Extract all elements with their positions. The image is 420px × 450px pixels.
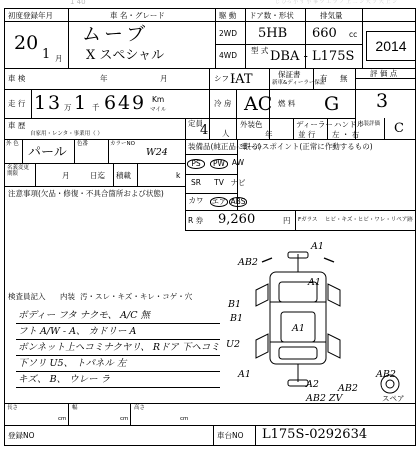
warranty-no: 無 xyxy=(340,74,348,83)
color-no-label: 色番 xyxy=(77,141,89,147)
equip-sr: SR xyxy=(191,178,201,187)
loaded-label: 積載 xyxy=(116,171,131,180)
first-reg-label: 初度登録年月 xyxy=(8,11,53,20)
equip-airbag: エア xyxy=(211,197,227,206)
model-code-value: DBA - L175S xyxy=(270,49,355,64)
equipment-label: 装備品(純正品に限る) xyxy=(188,142,262,151)
equip-abs: ABS xyxy=(230,197,246,206)
reg-year-value: 20 xyxy=(14,32,39,54)
ext-color-year-label: 外装色 xyxy=(240,120,263,129)
equip-pw: PW xyxy=(210,159,228,169)
mark-left-3: U2 xyxy=(226,339,241,350)
mileage-sen-unit: 千 xyxy=(92,103,100,112)
interior-eval-label: 内装評価 xyxy=(358,121,381,127)
ext-color-value: パール xyxy=(28,145,67,160)
notes-label: 注意事項(欠品・修復・不具合箇所および状態) xyxy=(8,189,164,198)
mark-top-left: AB2 xyxy=(238,257,258,268)
mark-roof: A1 xyxy=(308,277,321,288)
dealer-label: ディーラー xyxy=(296,120,333,129)
title-change-label: 名義変更期限 xyxy=(7,165,30,177)
grade-value: X スペシャル xyxy=(86,48,165,63)
r-tax-amount: 9,260 xyxy=(218,212,256,227)
car-name-label: 車 名・グレード xyxy=(110,11,165,20)
mileage-man-unit: 万 xyxy=(64,103,72,112)
eval-score-value: 3 xyxy=(376,90,389,112)
equip-leather: カワ xyxy=(188,196,204,205)
r-tax-yen: 円 xyxy=(283,216,291,225)
ext-year-unit: 年 xyxy=(265,130,273,139)
cc-unit: cc xyxy=(349,30,358,39)
aircon-label: 冷 房 xyxy=(214,99,232,108)
aircon-value: AC xyxy=(244,93,273,115)
history-label: 車 歴 xyxy=(8,121,26,130)
title-day-label: 日迄 xyxy=(90,171,105,180)
displacement-label: 排気量 xyxy=(320,11,343,20)
interior-label: 内装 xyxy=(60,292,75,301)
equip-ps: PS xyxy=(187,159,205,169)
mark-top: A1 xyxy=(311,241,324,252)
capacity-unit: 人 xyxy=(222,129,230,138)
height-unit: cm xyxy=(180,416,189,422)
mark-left-4: A1 xyxy=(238,369,251,380)
interior-scale: 汚・スレ・キズ・キレ・コゲ・穴 xyxy=(80,292,193,301)
chassis-no-value: L175S-0292634 xyxy=(262,427,368,442)
f-glass-label: Fガラス xyxy=(298,217,318,223)
length-label: 長さ xyxy=(7,405,19,411)
capacity-value: 4 xyxy=(200,123,209,138)
length-unit: cm xyxy=(58,416,67,422)
inspection-year-label: 年 xyxy=(100,74,108,83)
displacement-value: 660 xyxy=(312,26,337,41)
model-year-box: 2014 xyxy=(366,31,416,61)
width-unit: cm xyxy=(120,416,129,422)
mark-left-1: B1 xyxy=(228,299,242,310)
mileage-digit-1: 1 xyxy=(34,92,47,114)
mileage-km-unit: Km xyxy=(152,95,165,104)
reg-month-suffix: 月 xyxy=(55,54,63,63)
domestic-import-label: 並 行 xyxy=(298,130,316,139)
faded-header: 1 40 xyxy=(70,0,86,6)
sales-points-label: セールスポイント(正常に作動するもの) xyxy=(240,142,373,151)
interior-score-value: C xyxy=(394,121,404,136)
mark-under: AB2 ZV xyxy=(306,393,343,404)
ext-color-label: 外 色 xyxy=(6,141,19,147)
inspector-label: 検査員記入 xyxy=(8,292,46,301)
mileage-label: 走 行 xyxy=(8,99,26,108)
chassis-no-label: 車台NO xyxy=(217,431,244,440)
equip-tv: TV xyxy=(214,178,224,187)
color-no2-label: カラーNO xyxy=(110,141,135,147)
history-sub-label: 自家用・レンタ・事業用（ ） xyxy=(30,131,103,137)
fuel-label: 燃 料 xyxy=(278,99,296,108)
eval-points-label: 評 価 点 xyxy=(370,69,398,78)
width-label: 幅 xyxy=(72,405,78,411)
mileage-digit-4: 6 xyxy=(104,92,117,114)
car-name-value: ムーブ xyxy=(82,23,150,45)
glass-scale: ヒビ・キズ・ヒビ・ワレ・リペア跡 xyxy=(325,217,413,223)
doors-shape-value: 5HB xyxy=(258,26,288,41)
color-code-value: W24 xyxy=(146,147,168,158)
note-line-2: フト A/W - A、 カドリー A xyxy=(18,326,137,337)
mark-rear: AB2 xyxy=(338,383,358,394)
shift-label: シフト xyxy=(214,74,237,83)
vehicle-inspection-label: 車 検 xyxy=(8,74,26,83)
note-line-3: ボンネット上ヘコミナクヤリ、 Rドア 下ヘコミ xyxy=(18,342,220,353)
warranty-sub-label: 新車&ディーラー保証 xyxy=(272,80,326,86)
mark-left-2: B1 xyxy=(230,313,244,324)
warranty-label: 保証書 xyxy=(278,70,301,79)
handle-label: ハンドル xyxy=(334,120,364,129)
drive-label: 駆 動 xyxy=(219,11,237,20)
mileage-digit-2: 3 xyxy=(48,92,61,114)
faded-header-right: じ ひろ 小 す 小 事 ツ 工 ツ ノ 上 二 ン 大 ソ 大 上 ン xyxy=(275,0,398,5)
note-line-1: ボディー フタ ナクモ、 A/C 無 xyxy=(18,310,151,321)
left-right-label: 左 ・ 右 xyxy=(332,130,360,139)
equip-navi: ナビ xyxy=(230,178,246,187)
mileage-digit-3: 1 xyxy=(74,92,87,114)
four-wd-label: 4WD xyxy=(219,51,237,60)
model-type-label: 型 式 xyxy=(251,46,269,55)
note-line-5: キズ、 B、 ウレー ラ xyxy=(18,374,111,385)
note-line-4: 下ソリ U5、 トパネル 左 xyxy=(18,358,127,369)
mark-bottom: A2 xyxy=(306,379,319,390)
shift-value: IAT xyxy=(230,72,253,87)
reg-month-value: 1 xyxy=(42,47,51,62)
height-label: 高さ xyxy=(134,405,146,411)
mark-bottom-right: AB2 xyxy=(376,369,396,380)
kg-unit: k xyxy=(176,171,181,180)
doors-label: ドア数・形状 xyxy=(249,11,294,20)
mileage-digit-6: 9 xyxy=(132,92,145,114)
inspection-month-label: 月 xyxy=(160,74,168,83)
capacity-label: 定員 xyxy=(188,119,203,128)
r-tax-label: R 券 xyxy=(188,216,204,225)
fuel-value: G xyxy=(324,93,340,115)
spare-label: スペア xyxy=(382,394,405,403)
equip-aw: AW xyxy=(231,158,245,167)
mileage-digit-5: 4 xyxy=(118,92,131,114)
mark-center: A1 xyxy=(292,323,305,334)
mileage-note: マイル xyxy=(150,107,167,113)
warranty-yes: 有 xyxy=(320,74,328,83)
title-month-label: 月 xyxy=(62,171,70,180)
two-wd-label: 2WD xyxy=(219,29,237,38)
reg-no-label: 登録NO xyxy=(8,431,35,440)
